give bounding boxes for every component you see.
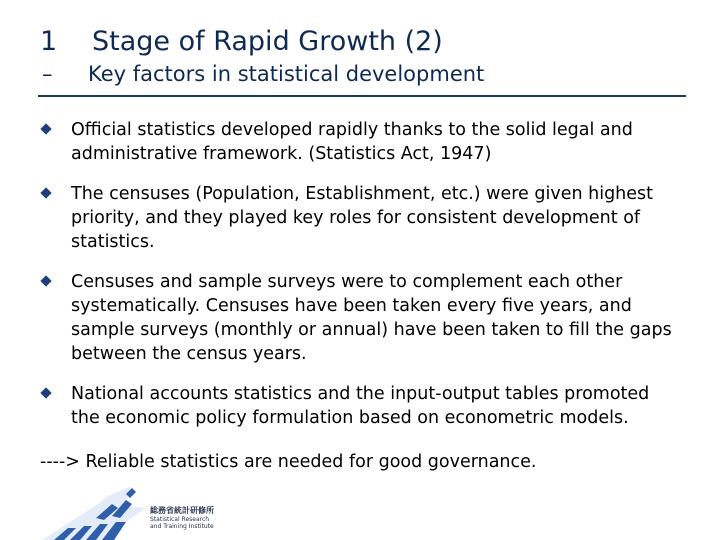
- bullet-list: [40, 118, 680, 446]
- bullet-item: [40, 118, 680, 166]
- institute-logo: [42, 486, 242, 540]
- logo-text: [150, 506, 214, 530]
- diamond-bullet-icon: [40, 187, 51, 198]
- logo-mark-icon: [42, 486, 146, 540]
- logo-name-jp: 総務省統計研修所: [150, 506, 214, 515]
- title-number: 1: [40, 26, 58, 57]
- diamond-bullet-icon: [40, 387, 51, 398]
- slide-title: [40, 26, 443, 57]
- bullet-item: [40, 382, 680, 430]
- logo-name-en-1: Statistical Research: [150, 516, 210, 523]
- bullet-text: Censuses and sample surveys were to complement each other systematically. Censuses have been taken every five years, and sample surveys (monthly or annual) have been taken to fill the gaps between the census years.: [71, 272, 672, 364]
- bullet-item: [40, 270, 680, 366]
- subtitle-text: Key factors in statistical development: [88, 62, 485, 86]
- bullet-item: [40, 182, 680, 254]
- bullet-text: National accounts statistics and the input-output tables promoted the economic policy formulation based on econometric models.: [71, 384, 650, 428]
- title-text: Stage of Rapid Growth (2): [92, 26, 443, 57]
- bullet-text: The censuses (Population, Establishment, etc.) were given highest priority, and they played key roles for consistent development of statistics.: [71, 184, 654, 252]
- diamond-bullet-icon: [40, 123, 51, 134]
- subtitle-dash: –: [42, 62, 53, 86]
- logo-name-en-2: and Training Institute: [150, 523, 214, 530]
- conclusion-line: ----> Reliable statistics are needed for good governance.: [40, 452, 537, 472]
- slide-subtitle: [40, 62, 484, 86]
- diamond-bullet-icon: [40, 275, 51, 286]
- title-divider: [38, 95, 686, 97]
- bullet-text: Official statistics developed rapidly thanks to the solid legal and administrative framework. (Statistics Act, 1947): [71, 120, 633, 164]
